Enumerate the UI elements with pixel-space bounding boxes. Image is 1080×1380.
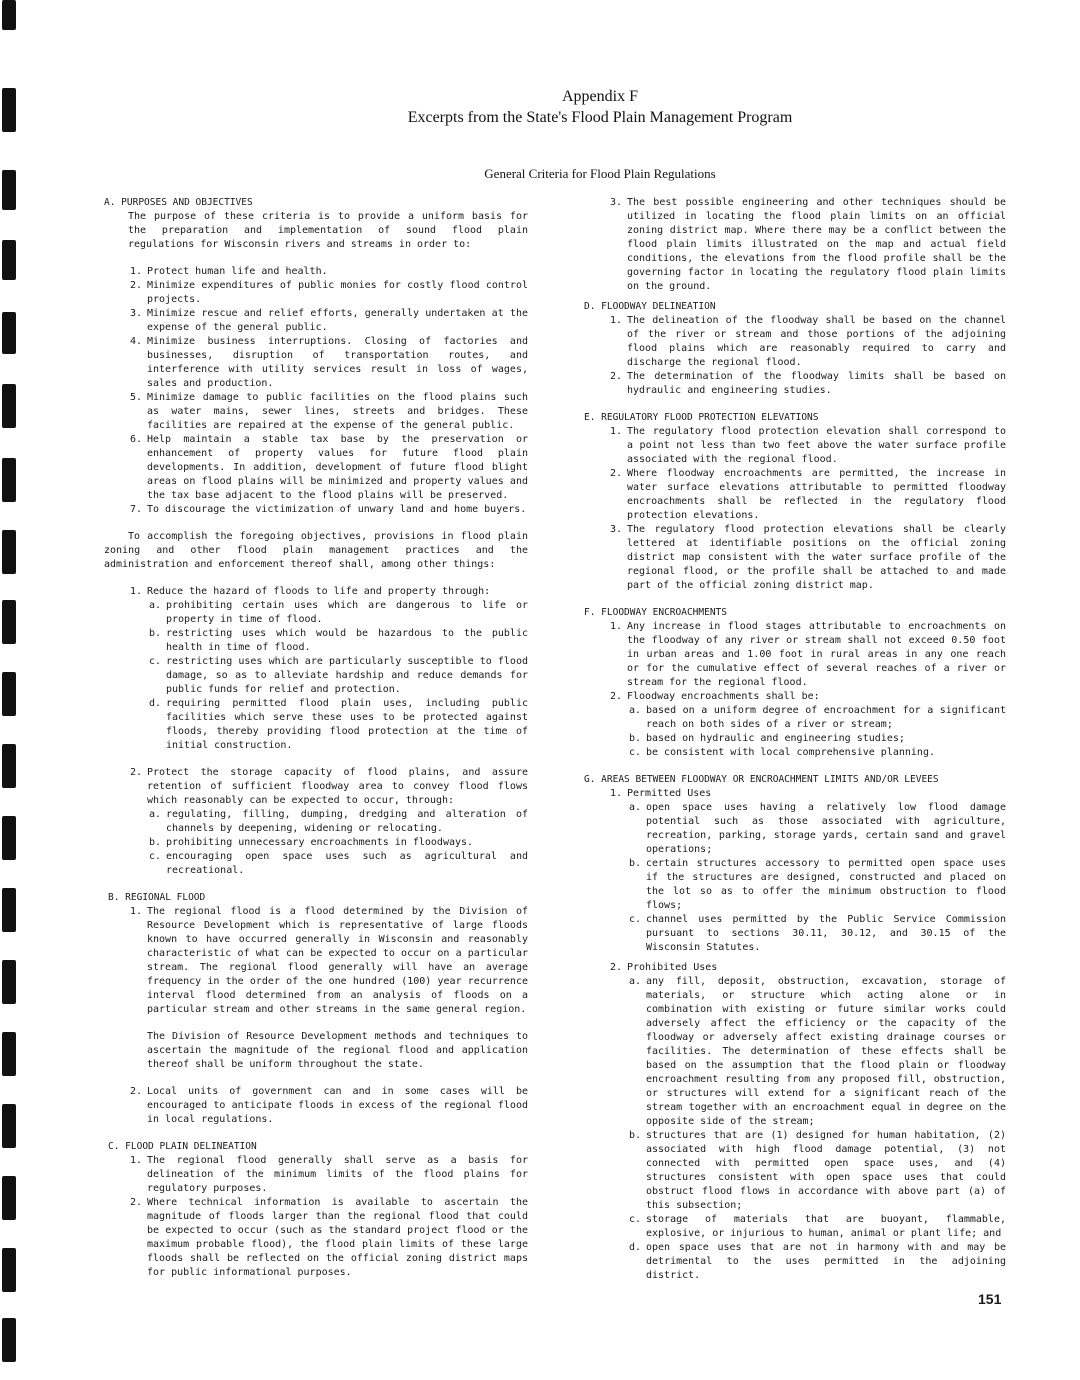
item-number: 2. — [130, 1086, 143, 1097]
item-text: channel uses permitted by the Public Service Commission pursuant to sections 30.11, 30.12, and 30.15 of the Wisconsin Statutes. — [646, 914, 1006, 953]
item-letter: a. — [149, 600, 162, 611]
section-c-heading: C. FLOOD PLAIN DELINEATION — [108, 1141, 257, 1152]
item-number: 2. — [610, 371, 623, 382]
list-item — [104, 905, 528, 1017]
appendix-label: Appendix F — [562, 88, 638, 105]
item-text: prohibiting certain uses which are dangerous to life or property in time of flood. — [166, 600, 528, 625]
item-number: 2. — [610, 691, 623, 702]
item-letter: d. — [629, 1242, 642, 1253]
item-number: 2. — [610, 468, 623, 479]
item-text: The delineation of the floodway shall be based on the channel of the river or stream and those portions of the adjoining flood plains which are reasonably required to carry and discharge the regional flood. — [627, 315, 1006, 368]
item-text: Reduce the hazard of floods to life and property through: — [147, 586, 491, 597]
list-item — [104, 503, 528, 517]
section-a-heading: A. PURPOSES AND OBJECTIVES — [104, 197, 253, 208]
sub-item — [104, 599, 528, 627]
item-text: Protect human life and health. — [147, 266, 328, 277]
list-item — [104, 391, 528, 433]
item-letter: a. — [629, 802, 642, 813]
binding-mark — [2, 672, 16, 716]
document-title: Excerpts from the State's Flood Plain Management Program — [407, 109, 793, 126]
item-number: 2. — [130, 280, 143, 291]
item-text: certain structures accessory to permitted open space uses if the structures are designed, constructed and placed on the lot so as to offer the minimum obstruction to flood flows; — [646, 858, 1006, 911]
item-text: Minimize rescue and relief efforts, generally undertaken at the expense of the general public. — [147, 308, 528, 333]
item-text: The regulatory flood protection elevations shall be clearly lettered at identifiable positions on the official zoning district map consistent with the water surface profile of the regional flood, or the profile shall be attached to and made part of the official zoning district map. — [627, 524, 1006, 591]
list-item — [104, 307, 528, 335]
binding-mark — [2, 384, 16, 428]
item-text: open space uses having a relatively low flood damage potential such as those associated with agriculture, recreation, parking, storage yards, certain sand and gravel operations; — [646, 802, 1006, 855]
item-text: The regional flood generally shall serve as a basis for delineation of the minimum limits of the flood plains for regulatory purposes. — [147, 1155, 528, 1194]
item-letter: a. — [629, 705, 642, 716]
item-number: 1. — [130, 586, 143, 597]
item-number: 3. — [610, 197, 623, 208]
item-text: Minimize expenditures of public monies for costly flood control projects. — [147, 280, 528, 305]
binding-mark — [2, 88, 16, 132]
sub-item — [584, 913, 1006, 955]
sub-item — [584, 1213, 1006, 1241]
item-number: 4. — [130, 336, 143, 347]
item-number: 3. — [130, 308, 143, 319]
binding-mark — [2, 1032, 16, 1076]
binding-mark — [2, 1176, 16, 1220]
item-letter: a. — [149, 809, 162, 820]
item-number: 3. — [610, 524, 623, 535]
sub-item — [104, 697, 528, 753]
sub-item — [584, 746, 1006, 760]
list-item — [104, 766, 528, 808]
item-text: Minimize damage to public facilities on the flood plains such as water mains, sewer lines, streets and bridges. These facilities are repaired at the expense of the general public. — [147, 392, 528, 431]
binding-marks — [0, 0, 24, 1380]
item-number: 1. — [130, 266, 143, 277]
list-item — [584, 370, 1006, 398]
item-number: 1. — [610, 621, 623, 632]
sub-item — [104, 836, 528, 850]
left-column — [104, 196, 528, 1280]
item-text: The best possible engineering and other techniques should be utilized in locating the flood plain limits on an official zoning district map. Where there may be a conflict between the flood plain limits illustrated on the map and actual field conditions, the elevations from the flood profile shall be the governing factor in locating the regulatory flood plain limits on the ground. — [627, 197, 1006, 292]
item-text: based on a uniform degree of encroachment for a significant reach on both sides of a river or stream; — [646, 705, 1006, 730]
item-text: prohibiting unnecessary encroachments in floodways. — [166, 837, 474, 848]
item-letter: c. — [629, 747, 642, 758]
section-f-heading: F. FLOODWAY ENCROACHMENTS — [584, 607, 727, 618]
list-item — [584, 523, 1006, 593]
list-item — [104, 1196, 528, 1280]
sub-item — [104, 850, 528, 878]
item-letter: b. — [149, 837, 162, 848]
binding-mark — [2, 744, 16, 788]
item-text: Where floodway encroachments are permitted, the increase in water surface elevations attributable to permitted floodway encroachments shall be reflected in the regulatory flood protection elevations. — [627, 468, 1006, 521]
page-number: 151 — [978, 1291, 1002, 1307]
binding-mark — [2, 170, 16, 210]
item-letter: c. — [149, 656, 162, 667]
binding-mark — [2, 0, 16, 30]
list-item — [104, 335, 528, 391]
item-number: 7. — [130, 504, 143, 515]
item-letter: b. — [149, 628, 162, 639]
item-text: Permitted Uses — [627, 788, 712, 799]
item-text: Local units of government can and in some cases will be encouraged to anticipate floods in excess of the regional flood in local regulations. — [147, 1086, 528, 1125]
item-text: based on hydraulic and engineering studies; — [646, 733, 905, 744]
binding-mark — [2, 816, 16, 860]
item-text: be consistent with local comprehensive planning. — [646, 747, 935, 758]
item-text: storage of materials that are buoyant, flammable, explosive, or injurious to human, animal or plant life; and — [646, 1214, 1006, 1239]
binding-mark — [2, 240, 16, 280]
list-item — [104, 1085, 528, 1127]
binding-mark — [2, 1104, 16, 1148]
item-text: encouraging open space uses such as agricultural and recreational. — [166, 851, 528, 876]
item-text: open space uses that are not in harmony with and may be detrimental to the uses permitted in the adjoining district. — [646, 1242, 1006, 1281]
list-item — [104, 1154, 528, 1196]
item-letter: b. — [629, 858, 642, 869]
item-text: regulating, filling, dumping, dredging and alteration of channels by deepening, widening or relocating. — [166, 809, 528, 834]
item-text: any fill, deposit, obstruction, excavation, storage of materials, or structure which acting alone or in combination with existing or future similar works could adversely affect the efficiency or the capacity of the floodway or adversely affect existing drainage courses or facilities. The determination of these effects shall be based on the assumption that the flood plain or floodway encroachment resulting from any proposed fill, obstruction, or structures will extend for a significant reach of the stream together with an encroachment equal in degree on the opposite side of the stream; — [646, 976, 1006, 1127]
item-number: 1. — [130, 906, 143, 917]
sub-item — [584, 1129, 1006, 1213]
accomplish-paragraph: To accomplish the foregoing objectives, provisions in flood plain zoning and other flood plain management practices and the administration and enforcement thereof shall, among other things: — [104, 531, 528, 570]
section-e-heading: E. REGULATORY FLOOD PROTECTION ELEVATIONS — [584, 412, 819, 423]
list-item — [104, 279, 528, 307]
item-text: To discourage the victimization of unwary land and home buyers. — [147, 504, 527, 515]
section-a-intro: The purpose of these criteria is to provide a uniform basis for the preparation and implementation of sound flood plain regulations for Wisconsin rivers and streams in order to: — [128, 211, 528, 250]
section-heading: General Criteria for Flood Plain Regulations — [484, 166, 716, 181]
binding-mark — [2, 1248, 16, 1292]
item-number: 5. — [130, 392, 143, 403]
list-item — [584, 787, 1006, 801]
item-number: 2. — [610, 962, 623, 973]
sub-item — [104, 627, 528, 655]
item-text: Floodway encroachments shall be: — [627, 691, 820, 702]
list-item — [584, 425, 1006, 467]
list-item — [584, 620, 1006, 690]
item-letter: c. — [149, 851, 162, 862]
section-b-heading: B. REGIONAL FLOOD — [108, 892, 206, 903]
list-item — [104, 585, 528, 599]
binding-mark — [2, 960, 16, 1004]
item-number: 1. — [610, 788, 623, 799]
item-number: 1. — [610, 426, 623, 437]
item-text: restricting uses which are particularly susceptible to flood damage, so as to alleviate hardship and reduce demands for public funds for relief and protection. — [166, 656, 528, 695]
sub-item — [584, 1241, 1006, 1283]
item-text: Where technical information is available to ascertain the magnitude of floods larger than the regional flood that could be expected to occur (such as the standard project flood or the maximum probable flood), the flood plain limits of these large floods shall be reflected on the official zoning district maps for public informational purposes. — [147, 1197, 528, 1278]
item-text: Help maintain a stable tax base by the preservation or enhancement of property values for future flood plain developments. In addition, development of future flood blight areas on flood plains will be minimized and property values and the tax base adjacent to the flood plains will be preserved. — [147, 434, 528, 501]
binding-mark — [2, 1318, 16, 1362]
item-text: structures that are (1) designed for human habitation, (2) associated with high flood damage potential, (3) not connected with permitted open space uses, and (4) structures consistent with open space uses that could obstruct flood flows in accordance with above part (a) of this subsection; — [646, 1130, 1006, 1211]
sub-item — [584, 704, 1006, 732]
item-letter: c. — [629, 1214, 642, 1225]
binding-mark — [2, 888, 16, 932]
list-item — [584, 314, 1006, 370]
item-text: Protect the storage capacity of flood plains, and assure retention of sufficient floodway area to convey flood flows which reasonably can be expected to occur, through: — [147, 767, 528, 806]
sub-item — [104, 655, 528, 697]
sub-item — [584, 732, 1006, 746]
item-text: Prohibited Uses — [627, 962, 718, 973]
binding-mark — [2, 530, 16, 574]
right-column — [584, 196, 1006, 1283]
list-item — [104, 265, 528, 279]
item-text: The regional flood is a flood determined by the Division of Resource Development which is representative of large floods known to have occurred generally in Wisconsin and reasonably characteristic of what can be expected to occur on a particular stream. The regional flood generally will have an average frequency in the order of the one hundred (100) year recurrence interval flood determined from an analysis of floods on a particular stream and other streams in the same general region. — [147, 906, 528, 1015]
list-item — [584, 196, 1006, 294]
list-item — [584, 467, 1006, 523]
sub-item — [584, 975, 1006, 1129]
item-text: Any increase in flood stages attributable to encroachments on the floodway of any river or stream shall not exceed 0.50 foot in urban areas and 1.00 foot in rural areas in any one reach or for the cumulative effect of several reaches of a river or stream for the regional flood. — [627, 621, 1006, 688]
item-number: 2. — [130, 767, 143, 778]
item-text: restricting uses which would be hazardous to the public health in time of flood. — [166, 628, 528, 653]
binding-mark — [2, 458, 16, 502]
item-number: 1. — [610, 315, 623, 326]
list-item — [104, 433, 528, 503]
item-text: Minimize business interruptions. Closing of factories and businesses, disruption of transportation routes, and interference with utility services result in loss of wages, sales and production. — [147, 336, 528, 389]
item-letter: c. — [629, 914, 642, 925]
item-letter: b. — [629, 733, 642, 744]
objectives-list — [104, 265, 528, 517]
binding-mark — [2, 600, 16, 644]
section-d-heading: D. FLOODWAY DELINEATION — [584, 301, 716, 312]
sub-item — [104, 808, 528, 836]
list-item — [584, 961, 1006, 975]
sub-item — [584, 801, 1006, 857]
item-letter: d. — [149, 698, 162, 709]
item-number: 2. — [130, 1197, 143, 1208]
item-number: 6. — [130, 434, 143, 445]
item-letter: a. — [629, 976, 642, 987]
item-letter: b. — [629, 1130, 642, 1141]
item-text: The regulatory flood protection elevation shall correspond to a point not less than two feet above the water surface profile associated with the regional flood. — [627, 426, 1006, 465]
section-g-heading: G. AREAS BETWEEN FLOODWAY OR ENCROACHMENT LIMITS AND/OR LEVEES — [584, 774, 939, 785]
item-text: requiring permitted flood plain uses, including public facilities which serve these uses to be protected against floods, thereby providing flood protection at the time of initial construction. — [166, 698, 528, 751]
item-text: The determination of the floodway limits shall be based on hydraulic and engineering studies. — [627, 371, 1006, 396]
item-number: 1. — [130, 1155, 143, 1166]
list-item — [584, 690, 1006, 704]
sub-item — [584, 857, 1006, 913]
section-b-paragraph: The Division of Resource Development methods and techniques to ascertain the magnitude of the regional flood and application thereof shall be uniform throughout the state. — [147, 1031, 528, 1070]
binding-mark — [2, 312, 16, 354]
